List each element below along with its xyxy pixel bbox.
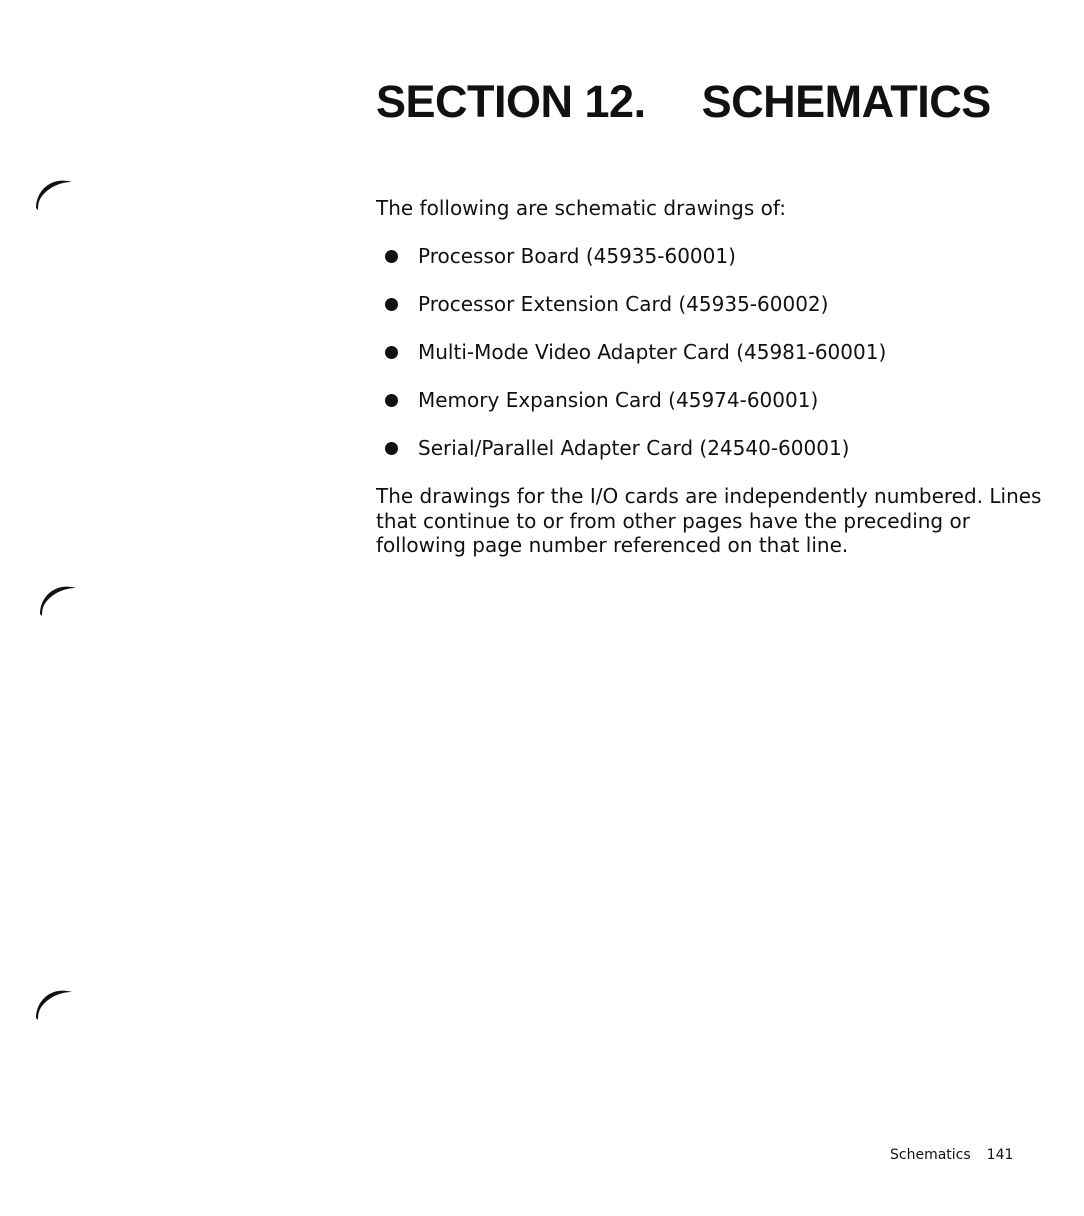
list-item-label: Serial/Parallel Adapter Card (24540-60001) (418, 436, 850, 460)
body-paragraph (376, 484, 1042, 558)
bullet-icon (385, 298, 398, 311)
binder-hole-mark-icon (32, 172, 74, 214)
paragraph-line: following page number referenced on that line. (376, 533, 849, 557)
bullet-icon (385, 394, 398, 407)
list-item (385, 339, 886, 365)
list-item-label: Processor Board (45935-60001) (418, 244, 736, 268)
section-number: SECTION 12. (376, 76, 646, 127)
list-item (385, 387, 886, 413)
list-item (385, 243, 886, 269)
list-item (385, 291, 886, 317)
list-item-label: Processor Extension Card (45935-60002) (418, 292, 829, 316)
bullet-icon (385, 442, 398, 455)
list-item-label: Memory Expansion Card (45974-60001) (418, 388, 819, 412)
list-item-label: Multi-Mode Video Adapter Card (45981-60001) (418, 340, 887, 364)
binder-hole-mark-icon (36, 578, 78, 620)
bullet-icon (385, 250, 398, 263)
section-title: SCHEMATICS (701, 76, 991, 127)
intro-text: The following are schematic drawings of: (376, 196, 786, 220)
bullet-icon (385, 346, 398, 359)
paragraph-line: that continue to or from other pages have the preceding or (376, 508, 970, 533)
page-footer (890, 1146, 1013, 1164)
paragraph-line: The drawings for the I/O cards are independently numbered. Lines (376, 484, 1042, 508)
binder-hole-mark-icon (32, 982, 74, 1024)
page-number: 141 (986, 1147, 1014, 1163)
footer-label: Schematics (890, 1147, 971, 1163)
section-heading (376, 72, 991, 132)
schematic-list (385, 243, 886, 483)
list-item (385, 435, 886, 461)
